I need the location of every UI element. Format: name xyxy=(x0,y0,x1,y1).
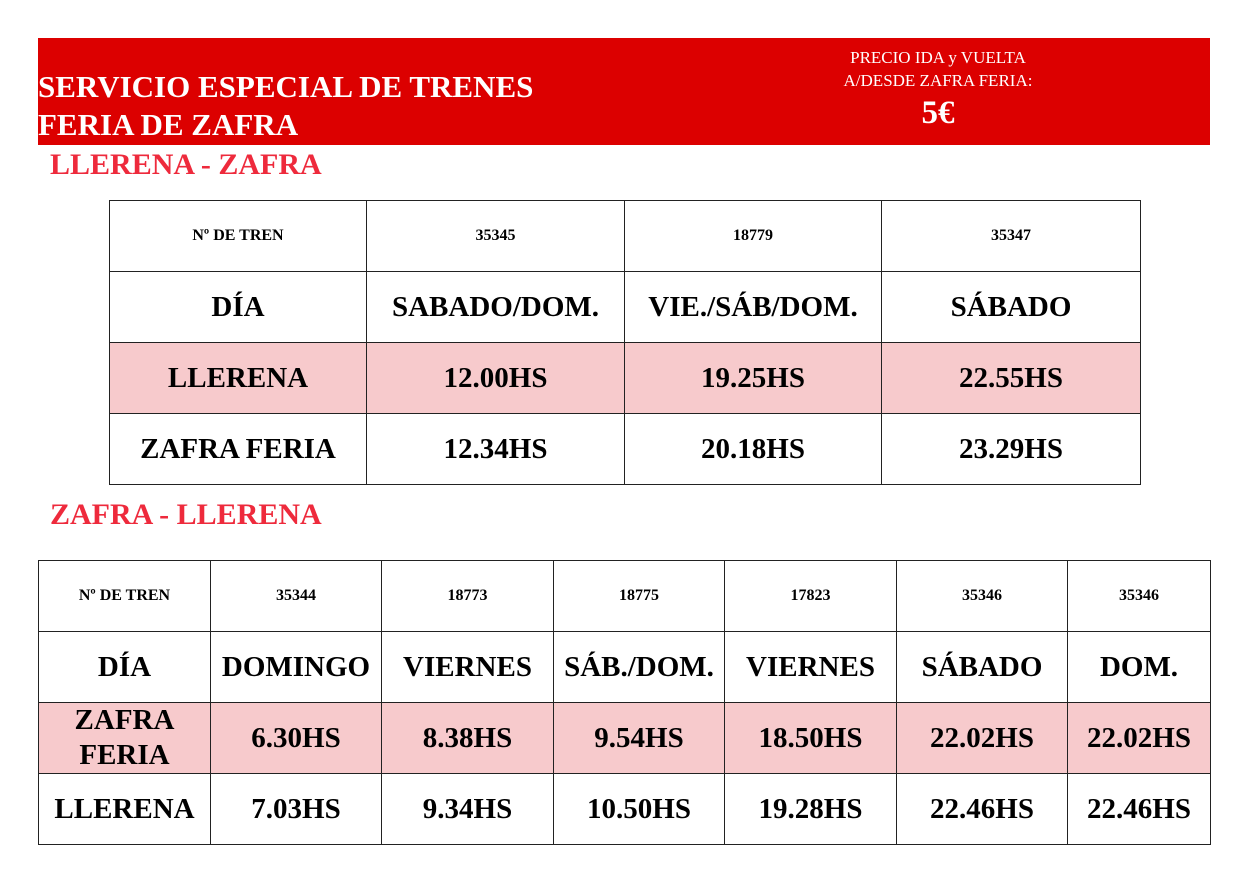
table-row-arrival xyxy=(110,414,1141,485)
schedule-table-zafra-llerena xyxy=(38,560,1211,845)
table-cell: 6.30HS xyxy=(211,703,382,774)
section-title-zafra-llerena: ZAFRA - LLERENA xyxy=(50,498,322,531)
table-cell: 35346 xyxy=(1068,561,1211,632)
table-row-arrival xyxy=(39,774,1211,845)
price-label-line1: PRECIO IDA y VUELTA xyxy=(850,48,1026,67)
table-cell: 35345 xyxy=(367,201,625,272)
table-cell: 19.25HS xyxy=(625,343,882,414)
table-cell: 18773 xyxy=(382,561,554,632)
table-cell: SABADO/DOM. xyxy=(367,272,625,343)
table-cell: 18.50HS xyxy=(725,703,897,774)
section-title-llerena-zafra: LLERENA - ZAFRA xyxy=(50,148,322,181)
table-cell: DÍA xyxy=(39,632,211,703)
table-cell: 17823 xyxy=(725,561,897,632)
banner-title-line1: SERVICIO ESPECIAL DE TRENES xyxy=(38,69,534,104)
table-cell: SÁBADO xyxy=(882,272,1141,343)
table-cell: VIERNES xyxy=(725,632,897,703)
banner-title xyxy=(38,68,533,144)
table-cell: VIE./SÁB/DOM. xyxy=(625,272,882,343)
table-cell: SÁBADO xyxy=(897,632,1068,703)
table-cell: 12.34HS xyxy=(367,414,625,485)
table-cell: 9.54HS xyxy=(554,703,725,774)
table-cell: Nº DE TREN xyxy=(110,201,367,272)
table-cell: 19.28HS xyxy=(725,774,897,845)
table-row-train-number xyxy=(39,561,1211,632)
price-box xyxy=(818,46,1058,133)
table-cell: 35344 xyxy=(211,561,382,632)
table-cell: 35347 xyxy=(882,201,1141,272)
table-cell: Nº DE TREN xyxy=(39,561,211,632)
schedule-table-llerena-zafra xyxy=(109,200,1141,485)
banner-title-line2: FERIA DE ZAFRA xyxy=(38,107,299,142)
table-row-day xyxy=(39,632,1211,703)
table-cell: 23.29HS xyxy=(882,414,1141,485)
table-cell: 10.50HS xyxy=(554,774,725,845)
price-label-line2: A/DESDE ZAFRA FERIA: xyxy=(843,71,1033,90)
table-cell: LLERENA xyxy=(110,343,367,414)
table-cell: 35346 xyxy=(897,561,1068,632)
table-cell: VIERNES xyxy=(382,632,554,703)
table-cell: 8.38HS xyxy=(382,703,554,774)
table-cell: ZAFRA FERIA xyxy=(39,703,211,774)
table-cell: LLERENA xyxy=(39,774,211,845)
table-row-train-number xyxy=(110,201,1141,272)
table-row-departure xyxy=(110,343,1141,414)
table-cell: 22.02HS xyxy=(897,703,1068,774)
table-cell: DÍA xyxy=(110,272,367,343)
table-cell: ZAFRA FERIA xyxy=(110,414,367,485)
price-value: 5€ xyxy=(921,95,955,131)
table-cell: DOM. xyxy=(1068,632,1211,703)
table-cell: 22.46HS xyxy=(1068,774,1211,845)
table-row-departure xyxy=(39,703,1211,774)
table-cell: 22.02HS xyxy=(1068,703,1211,774)
table-cell: 9.34HS xyxy=(382,774,554,845)
table-cell: 7.03HS xyxy=(211,774,382,845)
table-cell: 22.46HS xyxy=(897,774,1068,845)
table-cell: 12.00HS xyxy=(367,343,625,414)
table-cell: 22.55HS xyxy=(882,343,1141,414)
table-cell: DOMINGO xyxy=(211,632,382,703)
table-cell: 18775 xyxy=(554,561,725,632)
table-cell: 18779 xyxy=(625,201,882,272)
table-cell: 20.18HS xyxy=(625,414,882,485)
header-banner xyxy=(38,38,1210,145)
table-cell: SÁB./DOM. xyxy=(554,632,725,703)
table-row-day xyxy=(110,272,1141,343)
